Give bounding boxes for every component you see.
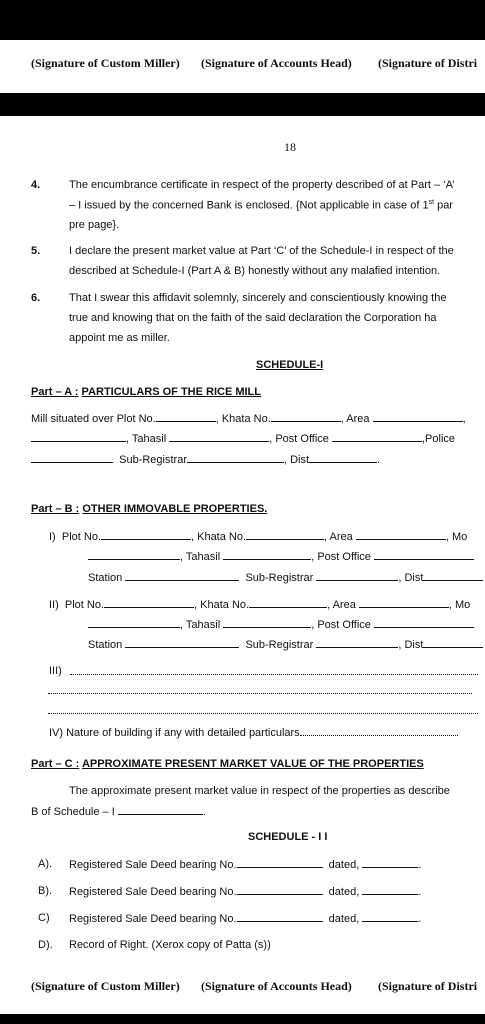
entry-1-station-label: Station (88, 572, 123, 584)
entry-1-num: I) (49, 531, 56, 543)
entry-1-post-office-label: , Post Office (311, 551, 371, 563)
entry-2-dist-blank[interactable] (423, 638, 483, 648)
part-a-post-office-blank[interactable] (332, 432, 422, 442)
part-c-heading (31, 758, 424, 770)
row-b-date-blank[interactable] (362, 885, 418, 895)
entry-1-village-blank[interactable] (88, 550, 180, 560)
schedule-2-row-b (69, 885, 421, 898)
item-4-line-2-text: – I issued by the concerned Bank is enclosed. {Not applicable in case of 1 (69, 199, 429, 212)
bottom-dark-bar (0, 1014, 485, 1024)
part-a-area-label: , Area (340, 413, 370, 425)
item-5-number: 5. (31, 245, 41, 257)
entry-2-village-blank[interactable] (88, 618, 180, 628)
part-a-end-dot: . (377, 454, 381, 466)
part-c-line-2 (31, 805, 206, 818)
part-a-village-blank[interactable] (31, 432, 126, 442)
part-b-entry-2-line-1 (49, 598, 470, 611)
part-a-dist-blank[interactable] (309, 453, 377, 463)
item-4-line-3: pre page}. (69, 219, 120, 231)
entry-1-khata-blank[interactable] (246, 530, 324, 540)
entry-2-tahasil-label: , Tahasil (180, 619, 221, 631)
row-a-dated-label: dated, (328, 859, 360, 871)
row-c-end: . (418, 913, 422, 925)
part-c-end-dot: . (202, 806, 206, 818)
row-c-date-blank[interactable] (362, 912, 418, 922)
entry-1-post-office-blank[interactable] (374, 550, 474, 560)
entry-4-dotted-blank[interactable] (300, 726, 458, 736)
row-b-text: Registered Sale Deed bearing No. (69, 886, 237, 898)
entry-2-plot-label: Plot No. (64, 599, 105, 611)
part-a-dist-label: , Dist (283, 454, 310, 466)
entry-2-tahasil-blank[interactable] (223, 618, 311, 628)
entry-1-sub-registrar-label: Sub-Registrar (245, 572, 314, 584)
signature-district-top: (Signature of Distri (378, 56, 478, 70)
row-a-text: Registered Sale Deed bearing No. (69, 859, 237, 871)
part-c-label: Part – C : (31, 758, 80, 770)
row-c-text: Registered Sale Deed bearing No. (69, 913, 237, 925)
part-b-entry-1-line-3 (88, 571, 483, 584)
entry-1-dist-label: , Dist (398, 572, 424, 584)
schedule-1-heading: SCHEDULE-I (256, 359, 324, 371)
part-b-entry-1-line-2 (88, 550, 474, 563)
entry-2-sub-registrar-blank[interactable] (316, 638, 398, 648)
item-5-line-1: I declare the present market value at Part ‘C’ of the Schedule-I in respect of the (69, 245, 454, 257)
item-4-line-2-end: par (434, 199, 453, 212)
entry-1-tahasil-label: , Tahasil (180, 551, 221, 563)
entry-2-dist-label: , Dist (398, 639, 424, 651)
part-a-line-1: Mill situated over Plot No. , Khata No. , Area , (31, 413, 466, 425)
item-4-number: 4. (31, 179, 41, 191)
entry-3-dotted-line-2[interactable] (48, 684, 472, 694)
schedule-2-row-a-num: A). (38, 858, 53, 870)
part-a-plot-blank[interactable] (156, 412, 216, 422)
entry-2-mo-label: , Mo (448, 599, 471, 611)
part-a-title: PARTICULARS OF THE RICE MILL (81, 386, 262, 398)
entry-2-area-label: , Area (327, 599, 356, 611)
schedule-2-row-c (69, 912, 421, 925)
entry-2-post-office-blank[interactable] (374, 618, 474, 628)
entry-1-mo-label: , Mo (445, 531, 468, 543)
entry-2-sub-registrar-label: Sub-Registrar (245, 639, 314, 651)
item-6-number: 6. (31, 292, 41, 304)
row-a-deed-blank[interactable] (237, 858, 323, 868)
item-4-superscript: st (428, 199, 435, 206)
entry-1-area-blank[interactable] (356, 530, 446, 540)
entry-1-dist-blank[interactable] (423, 571, 483, 581)
entry-2-post-office-label: , Post Office (311, 619, 371, 631)
entry-1-plot-blank[interactable] (101, 530, 191, 540)
row-c-dated-label: dated, (328, 913, 360, 925)
part-a-plot-label: Mill situated over Plot No. (31, 413, 156, 425)
page-separator-bar (0, 93, 485, 116)
entry-1-plot-label: Plot No. (61, 531, 101, 543)
schedule-2-row-d-num: D). (38, 939, 53, 951)
entry-2-khata-blank[interactable] (249, 598, 327, 608)
page-number: 18 (284, 140, 296, 154)
entry-1-khata-label: , Khata No. (191, 531, 247, 543)
item-5-line-2: described at Schedule-I (Part A & B) honestly without any malafied intention. (69, 265, 441, 277)
part-a-sub-registrar-label: Sub-Registrar (119, 454, 187, 466)
schedule-2-row-a (69, 858, 421, 871)
row-a-date-blank[interactable] (362, 858, 418, 868)
schedule-2-row-c-num: C) (38, 912, 50, 924)
part-c-line-1: The approximate present market value in respect of the properties as describe (69, 785, 450, 797)
part-b-title: OTHER IMMOVABLE PROPERTIES. (82, 503, 268, 515)
item-4-line-2 (69, 199, 453, 212)
part-a-post-office-label: , Post Office (269, 433, 329, 445)
part-b-heading (31, 503, 267, 515)
top-dark-bar (0, 0, 485, 40)
part-c-title: APPROXIMATE PRESENT MARKET VALUE OF THE PROPERTIES (81, 758, 424, 770)
part-a-sub-registrar-blank[interactable] (187, 453, 284, 463)
row-a-end: . (418, 859, 422, 871)
schedule-2-heading: SCHEDULE - I I (248, 831, 328, 843)
part-a-police-label: ,Police (422, 433, 456, 445)
entry-3-dotted-line-1[interactable] (70, 665, 478, 675)
part-a-label: Part – A : (31, 386, 79, 398)
signature-district-bottom: (Signature of Distri (378, 979, 478, 993)
part-b-entry-3-label: III) (49, 665, 62, 677)
item-4-line-1: The encumbrance certificate in respect of the property described of at Part – ‘A’ (69, 179, 455, 191)
part-b-entry-1-line-1 (49, 530, 467, 543)
part-b-entry-4 (49, 726, 458, 739)
part-a-station-blank[interactable] (31, 453, 113, 463)
entry-2-plot-blank[interactable] (104, 598, 194, 608)
part-a-heading (31, 386, 261, 398)
part-a-area-blank[interactable] (373, 412, 463, 422)
schedule-2-row-b-num: B). (38, 885, 53, 897)
part-a-khata-label: , Khata No. (215, 413, 271, 425)
row-b-dated-label: dated, (328, 886, 360, 898)
entry-2-station-label: Station (88, 639, 123, 651)
part-b-label: Part – B : (31, 503, 80, 515)
part-b-entry-2-line-3 (88, 638, 483, 651)
item-6-line-2: true and knowing that on the faith of the said declaration the Corporation ha (69, 312, 437, 324)
entry-2-khata-label: , Khata No. (194, 599, 250, 611)
schedule-2-row-d-text: Record of Right. (Xerox copy of Patta (s)) (69, 939, 271, 951)
item-6-line-1: That I swear this affidavit solemnly, sincerely and conscientiously knowing the (69, 292, 447, 304)
item-6-line-3: appoint me as miller. (69, 332, 170, 344)
entry-1-tahasil-blank[interactable] (223, 550, 311, 560)
signature-accounts-head-bottom: (Signature of Accounts Head) (201, 979, 352, 993)
entry-1-area-label: , Area (324, 531, 353, 543)
row-c-deed-blank[interactable] (237, 912, 323, 922)
entry-1-station-blank[interactable] (125, 571, 239, 581)
part-c-value-blank[interactable] (118, 805, 203, 815)
entry-2-num: II) (49, 599, 59, 611)
entry-2-station-blank[interactable] (125, 638, 239, 648)
part-a-khata-blank[interactable] (271, 412, 341, 422)
part-a-line-2 (31, 432, 455, 445)
entry-3-dotted-line-3[interactable] (48, 704, 478, 714)
row-b-end: . (418, 886, 422, 898)
part-c-line-2-text: B of Schedule – I (31, 806, 115, 818)
part-a-tahasil-label: , Tahasil (126, 433, 167, 445)
part-a-line-3 (31, 453, 380, 466)
part-b-entry-2-line-2 (88, 618, 474, 631)
entry-4-text: IV) Nature of building if any with detailed particulars (49, 727, 300, 739)
row-b-deed-blank[interactable] (237, 885, 323, 895)
signature-custom-miller-top: (Signature of Custom Miller) (31, 56, 180, 70)
entry-2-area-blank[interactable] (359, 598, 449, 608)
entry-1-sub-registrar-blank[interactable] (316, 571, 398, 581)
part-a-tahasil-blank[interactable] (169, 432, 269, 442)
signature-custom-miller-bottom: (Signature of Custom Miller) (31, 979, 180, 993)
signature-accounts-head-top: (Signature of Accounts Head) (201, 56, 352, 70)
